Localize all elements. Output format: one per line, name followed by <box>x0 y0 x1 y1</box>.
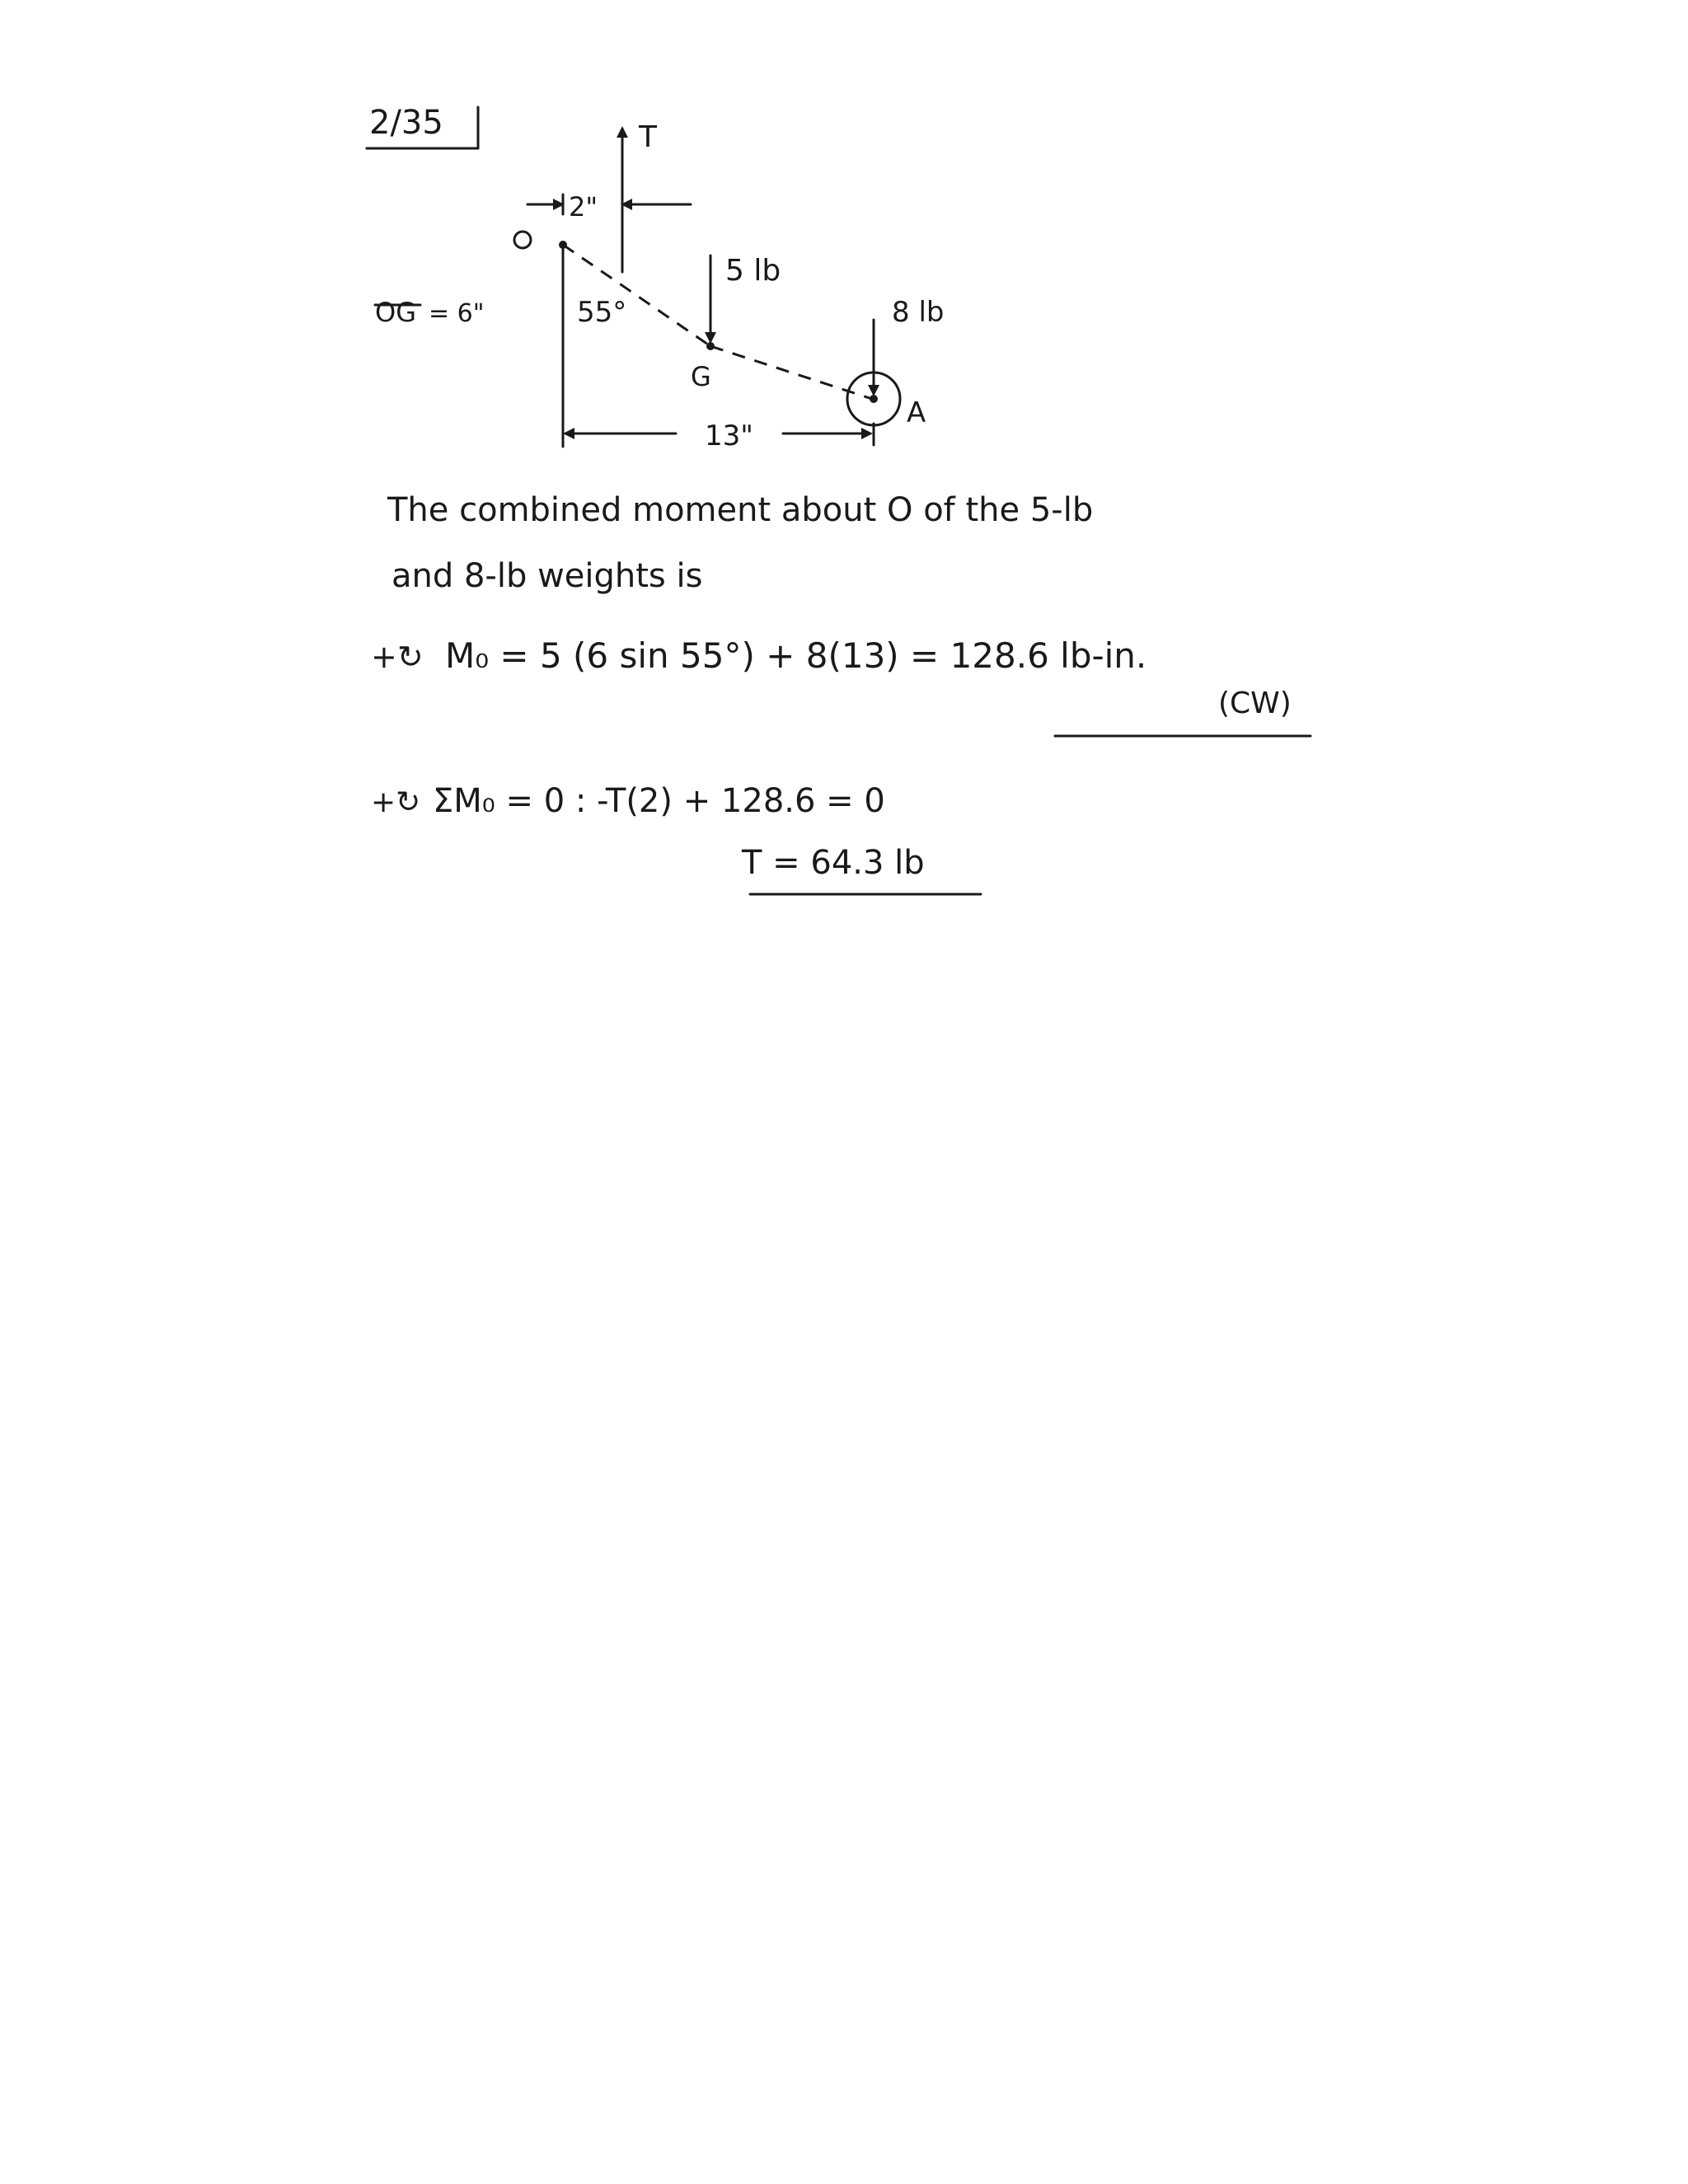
equilibrium-equation: ΣM₀ = 0 : -T(2) + 128.6 = 0 <box>433 782 885 820</box>
equilibrium-sign-convention: +↻ <box>371 785 421 819</box>
solution-text-line-2: and 8-lb weights is <box>392 557 703 595</box>
point-g-dot <box>706 342 715 350</box>
point-g-label: G <box>691 361 711 392</box>
problem-number-box <box>367 104 478 148</box>
dim-13in-label: 13" <box>705 419 753 452</box>
moment-equation: M₀ = 5 (6 sin 55°) + 8(13) = 128.6 lb-in. <box>445 635 1147 676</box>
dim-2in-label: 2" <box>569 191 598 223</box>
og-length-label <box>375 297 485 328</box>
tension-label: T <box>639 120 657 154</box>
angle-label: 55° <box>577 296 627 329</box>
weight-5lb-label: 5 lb <box>725 254 781 288</box>
point-a-dot <box>870 395 878 403</box>
point-o-dot <box>559 241 567 249</box>
moment-sign-convention: +↻ <box>371 639 424 675</box>
weight-8lb-label: 8 lb <box>892 296 945 329</box>
og-name: OG <box>375 297 416 328</box>
solution <box>371 491 1311 894</box>
solution-text-line-1: The combined moment about O of the 5-lb <box>387 491 1094 529</box>
answer: T = 64.3 lb <box>742 844 925 882</box>
point-a-label: A <box>907 396 926 429</box>
moment-direction: (CW) <box>1218 687 1292 720</box>
point-o-label-ring <box>514 232 531 248</box>
free-body-diagram <box>375 120 944 452</box>
og-value: = 6" <box>429 299 485 328</box>
problem-number: 2/35 <box>369 104 443 142</box>
